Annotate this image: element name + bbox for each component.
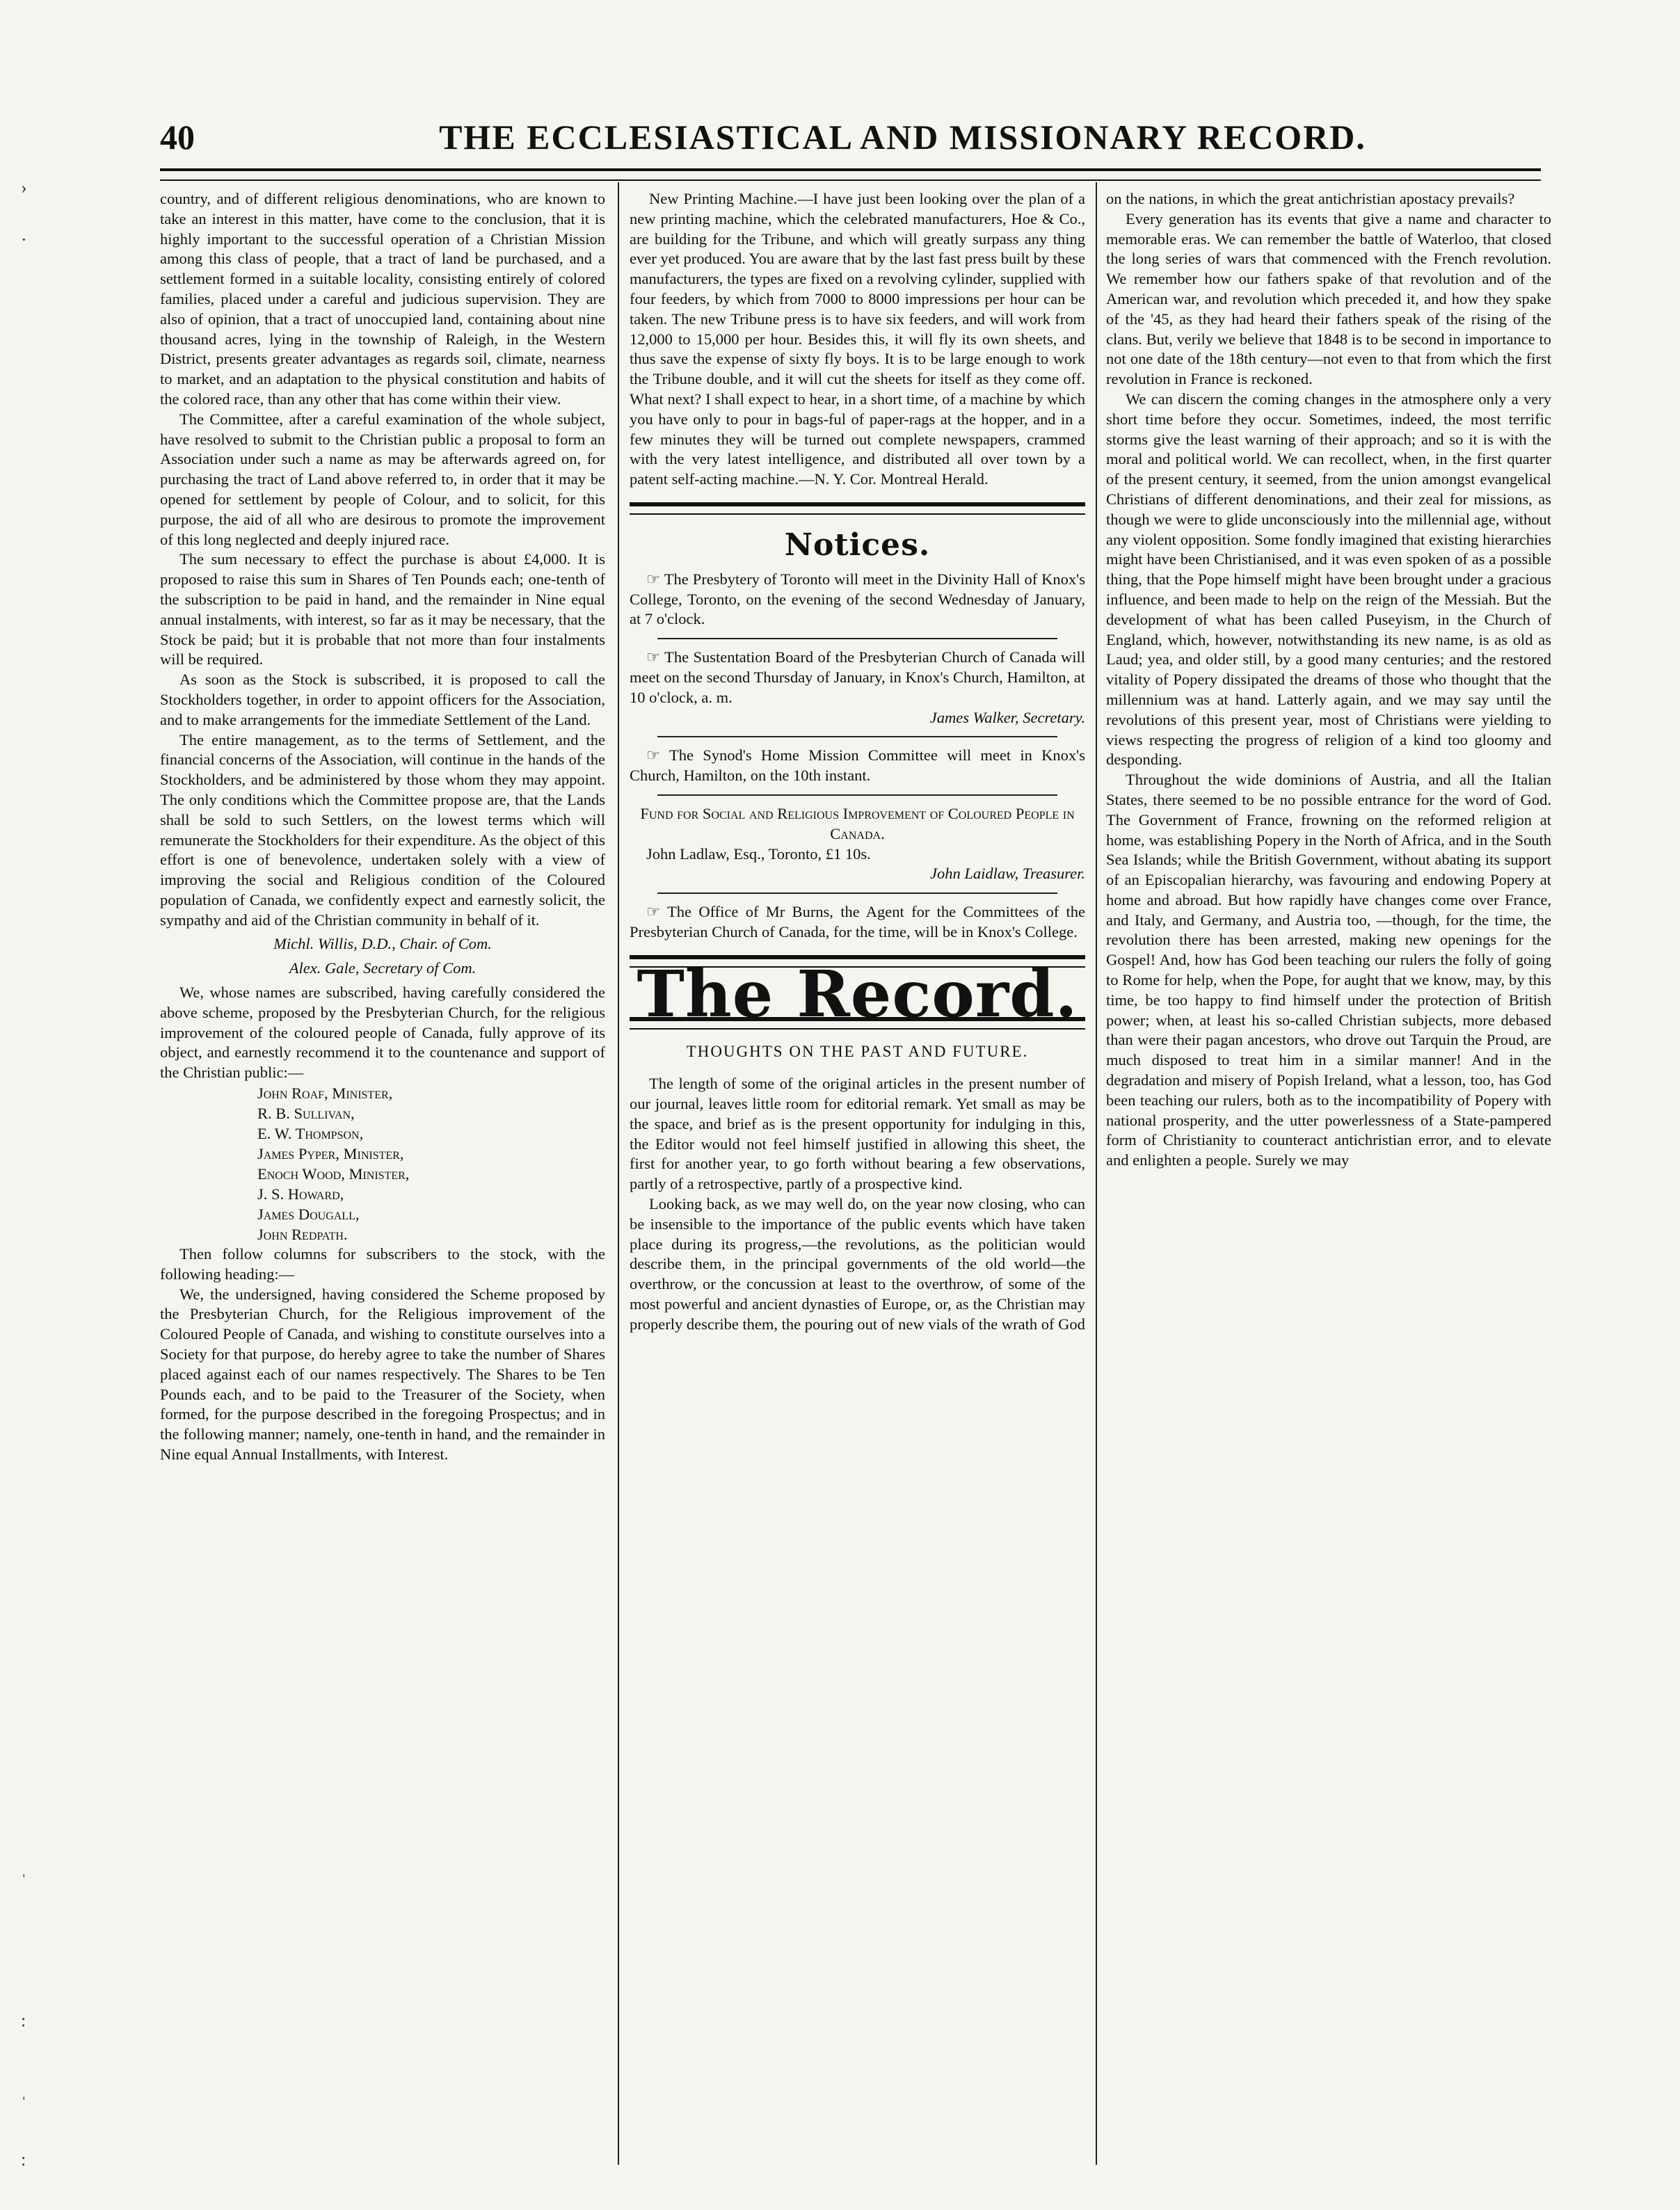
notice-text: ☞ The Office of Mr Burns, the Agent for the Committees of the Presbyterian Church of Canada, for the time, will be in Knox's College. — [630, 903, 1085, 940]
notice-text: ☞ The Presbytery of Toronto will meet in the Divinity Hall of Knox's College, Toronto, on the evening of the second Wednesday of January, at 7 o'clock. — [630, 570, 1085, 628]
notice-divider — [657, 794, 1057, 796]
signatory: R. B. Sullivan, — [257, 1105, 355, 1123]
paragraph: We, whose names are subscribed, having carefully considered the above scheme, proposed by the Presbyterian Church, for the religious improvement of the coloured people of Canada, fully approve of its object, and earnestly recommend it to the countenance and support of the Christian public:— — [160, 984, 605, 1082]
paragraph: The sum necessary to effect the purchase is about £4,000. It is proposed to raise this sum in Shares of Ten Pounds each; one-tenth of the subscription to be paid in hand, and the remainder in Nine equal annual instalments, with interest, so far as it may be necessary, that the Stock be paid; but it is probable that not more than four instalments will be required. — [160, 550, 605, 668]
notices-heading: Notices. — [784, 527, 931, 563]
publication-title: THE ECCLESIASTICAL AND MISSIONARY RECORD. — [439, 118, 1366, 157]
paragraph: on the nations, in which the great antichristian apostacy prevails? — [1106, 190, 1515, 207]
notice-divider — [657, 638, 1057, 639]
fund-heading: Fund for Social and Religious Improvement of Coloured People in Canada. — [640, 804, 1075, 842]
notice-presbytery — [630, 570, 1085, 630]
paragraph: Every generation has its events that give a name and character to memorable eras. We can remember the battle of Waterloo, that closed the long series of wars that commenced with the French revolution. We remember how our fathers spake of that revolution and of the American war, and revolution which preceded it, and how they spake of the '45, as they had heard their fathers speak of the rising of the clans. But, verily we believe that 1848 is to be second in importance to not one date of the 18th century—not even to that from which the first revolution in France is reckoned. — [1106, 209, 1551, 388]
signatory: Enoch Wood, Minister, — [257, 1165, 410, 1183]
notice-signature: John Laidlaw, Treasurer. — [930, 865, 1085, 883]
notice-home-mission — [630, 746, 1085, 786]
record-heading: The Record. — [637, 956, 1078, 1032]
paragraph: The length of some of the original articles in the present number of our journal, leaves little room for editorial remark. Yet small as may be the space, and brief as is the present opportunity for indulging in this, the Editor would not feel himself justified in allowing this sheet, the first for another year, to go forth without bearing a few observations, partly of a retrospective, partly of a prospective kind. — [630, 1075, 1085, 1193]
notice-text: John Ladlaw, Esq., Toronto, £1 10s. — [646, 844, 871, 863]
notice-text: ☞ The Synod's Home Mission Committee will meet in Knox's Church, Hamilton, on the 10th instant. — [630, 746, 1085, 785]
column-divider-1 — [618, 182, 619, 2165]
signatories-list — [160, 1083, 605, 1244]
notice-divider — [657, 736, 1057, 737]
paragraph: We can discern the coming changes in the atmosphere only a very short time before they occur. Sometimes, indeed, the most terrific storms give the least warning of their approach; and so it is with the moral and political world. We can recollect, when, in the first quarter of the present century, it seemed, from the union amongst evangelical Christians of different denominations, and their zeal for missions, as though we were to glide unconsciously into the millennial age, without any violent opposition. Some fondly imagined that existing hierarchies might have been Christianised, and it was even spoken of as a possible thing, that the Pope himself might have been brought under a gracious influence, and been made to help on the reign of the Messiah. But the development of what has been called Puseyism, in the Church of England, which, however, notwithstanding its new name, is as old as Laud; yea, and older still, by a good many centuries; and the restored vitality of Popery dissipated the dreams of those who thought that the millennium was at hand. Latterly again, and we may say until the revolutions of this present year, most of Christians were yielding to views respecting the progress of religion of a kind too gloomy and desponding. — [1106, 390, 1551, 769]
signature-chair: Michl. Willis, D.D., Chair. of Com. — [273, 935, 492, 953]
margin-marks: › · ˈ : ˈ : — [21, 177, 27, 2170]
notice-sustentation-board — [630, 648, 1085, 728]
signatory: John Roaf, Minister, — [257, 1084, 393, 1103]
notice-signature: James Walker, Secretary. — [929, 708, 1085, 726]
column-divider-2 — [1096, 182, 1097, 2165]
signatory: John Redpath. — [257, 1226, 348, 1244]
column-1 — [160, 189, 605, 1465]
paragraph: Then follow columns for subscribers to the stock, with the following heading:— — [160, 1245, 605, 1283]
paragraph: The Committee, after a careful examination of the whole subject, have resolved to submit to the Christian public a proposal to form an Association under such a name as may be afterwards agreed on, for purchasing the tract of Land above referred to, in order that it may be opened for settlement by people of Colour, and to solicit, for this purpose, the aid of all who are desirous to promote the improvement of this long neglected and deeply injured race. — [160, 410, 605, 548]
notice-text: ☞ The Sustentation Board of the Presbyterian Church of Canada will meet on the second Thursday of January, in Knox's Church, Hamilton, at 10 o'clock, a. m. — [630, 648, 1085, 706]
paragraph: We, the undersigned, having considered the Scheme proposed by the Presbyterian Church, for the Religious improvement of the Coloured People of Canada, and wishing to constitute ourselves into a Society for that purpose, do hereby agree to take the number of Shares placed against each of our names respectively. The Shares to be Ten Pounds each, and to be paid to the Treasurer of the Society, when formed, for the purpose described in the foregoing Prospectus; and in the following manner; namely, one-tenth in hand, and the remainder in Nine equal Annual Installments, with Interest. — [160, 1285, 605, 1464]
page-number: 40 — [160, 118, 195, 157]
notice-fund — [630, 804, 1085, 884]
signatory: E. W. Thompson, — [257, 1125, 364, 1143]
column-3 — [1106, 189, 1551, 1171]
column-2 — [630, 189, 1085, 1335]
signatory: James Dougall, — [257, 1206, 360, 1224]
notice-office — [630, 902, 1085, 943]
page-header — [160, 117, 1541, 166]
signatory: J. S. Howard, — [257, 1185, 344, 1203]
signature-secretary: Alex. Gale, Secretary of Com. — [289, 959, 477, 977]
article-subheading: THOUGHTS ON THE PAST AND FUTURE. — [686, 1042, 1029, 1060]
section-rule — [630, 502, 1085, 515]
paragraph: country, and of different religious denominations, who are known to take an interest in this matter, have come to the conclusion, that it is highly important to the successful operation of a Christian Mission among this class of people, that a tract of land be purchased, and a settlement formed in a suitable locality, consisting entirely of colored families, placed under a careful and judicious supervision. They are also of opinion, that a tract of unoccupied land, containing about nine thousand acres, lying in the township of Raleigh, in the Western District, presents greater advantages as regards soil, climate, nearness to market, and an adaptation to the physical constitution and habits of the colored race, than any other that has come within their view. — [160, 190, 605, 408]
paragraph: Looking back, as we may well do, on the year now closing, who can be insensible to the importance of the public events which have taken place during its progress,—the revolutions, as the politician would describe them, in the principal governments of the old world—the overthrow, or the concussion at least to the overthrow, of some of the most powerful and ancient dynasties of Europe, or, as the Christian may properly describe them, the pouring out of new vials of the wrath of God — [630, 1195, 1085, 1333]
notice-divider — [657, 892, 1057, 894]
paragraph: As soon as the Stock is subscribed, it is proposed to call the Stockholders together, in order to appoint officers for the Association, and to make arrangements for the immediate Settlement of the Land. — [160, 671, 605, 728]
paragraph: Throughout the wide dominions of Austria, and all the Italian States, there seemed to be no possible entrance for the word of God. The Government of France, frowning on the reformed religion at home, was establishing Popery in the North of Africa, and in the South Sea Islands; while the British Government, without abating its support of an Episcopalian hierarchy, was favouring and endowing Popery at home and abroad. But how rapidly have changes come over France, and Italy, and Germany, and Austria too, —though, for the time, the revolution there has been arrested, making new openings for the Gospel! And, how has God been teaching our rulers the folly of going to Rome for help, when the Pope, for aught that we know, may, by this time, be too happy to find himself under the protection of British power; when, at least his so-called Christian subjects, more debased than were their pagan ancestors, who drove out Tarquin the Proud, are much disposed to treat him in a similar manner! And in the degradation and misery of Popish Ireland, what a lesson, too, has God been teaching our rulers, both as to the incompatibility of Popery with national prosperity, and the utter powerlessness of a State-pampered form of Christianity to counteract antichristian error, and to elevate and enlighten a people. Surely we may — [1106, 771, 1551, 1169]
signatory: James Pyper, Minister, — [257, 1145, 404, 1163]
article-printing-machine: New Printing Machine.—I have just been looking over the plan of a new printing machine, which the celebrated manufacturers, Hoe & Co., are building for the Tribune, and which will greatly surpass any thing ever yet produced. You are aware that by the last fast press built by these manufacturers, the types are fixed on a revolving cylinder, supplied with four feeders, by which from 7000 to 8000 impressions per hour can be taken. The new Tribune press is to have six feeders, and will work from 12,000 to 15,000 per hour. Besides this, it will fly its own sheets, and thus save the expense of sixty fly boys. It is to be large enough to work the Tribune double, and it will cut the sheets for itself as they come off. What next? I shall expect to hear, in a short time, of a machine by which you have only to pour in bags-ful of paper-rags at the hopper, and in a few minutes they will be turned out complete newspapers, crammed with the very latest intelligence, and distributed all over town by a patent self-acting machine.—N. Y. Cor. Montreal Herald. — [630, 190, 1085, 488]
header-rule — [160, 168, 1541, 181]
paragraph: The entire management, as to the terms of Settlement, and the financial concerns of the Association, will continue in the hands of the Stockholders, and be administered by those whom they may appoint. The only conditions which the Committee propose are, that the Lands shall be sold to such Settlers, on the lowest terms which will remunerate the Stockholders for their expenditure. As the object of this effort is one of benevolence, undertaken solely with a view of improving the social and Religious condition of the Coloured population of Canada, we confidently expect and earnestly solicit, the sympathy and aid of the Christian community in behalf of it. — [160, 730, 605, 929]
